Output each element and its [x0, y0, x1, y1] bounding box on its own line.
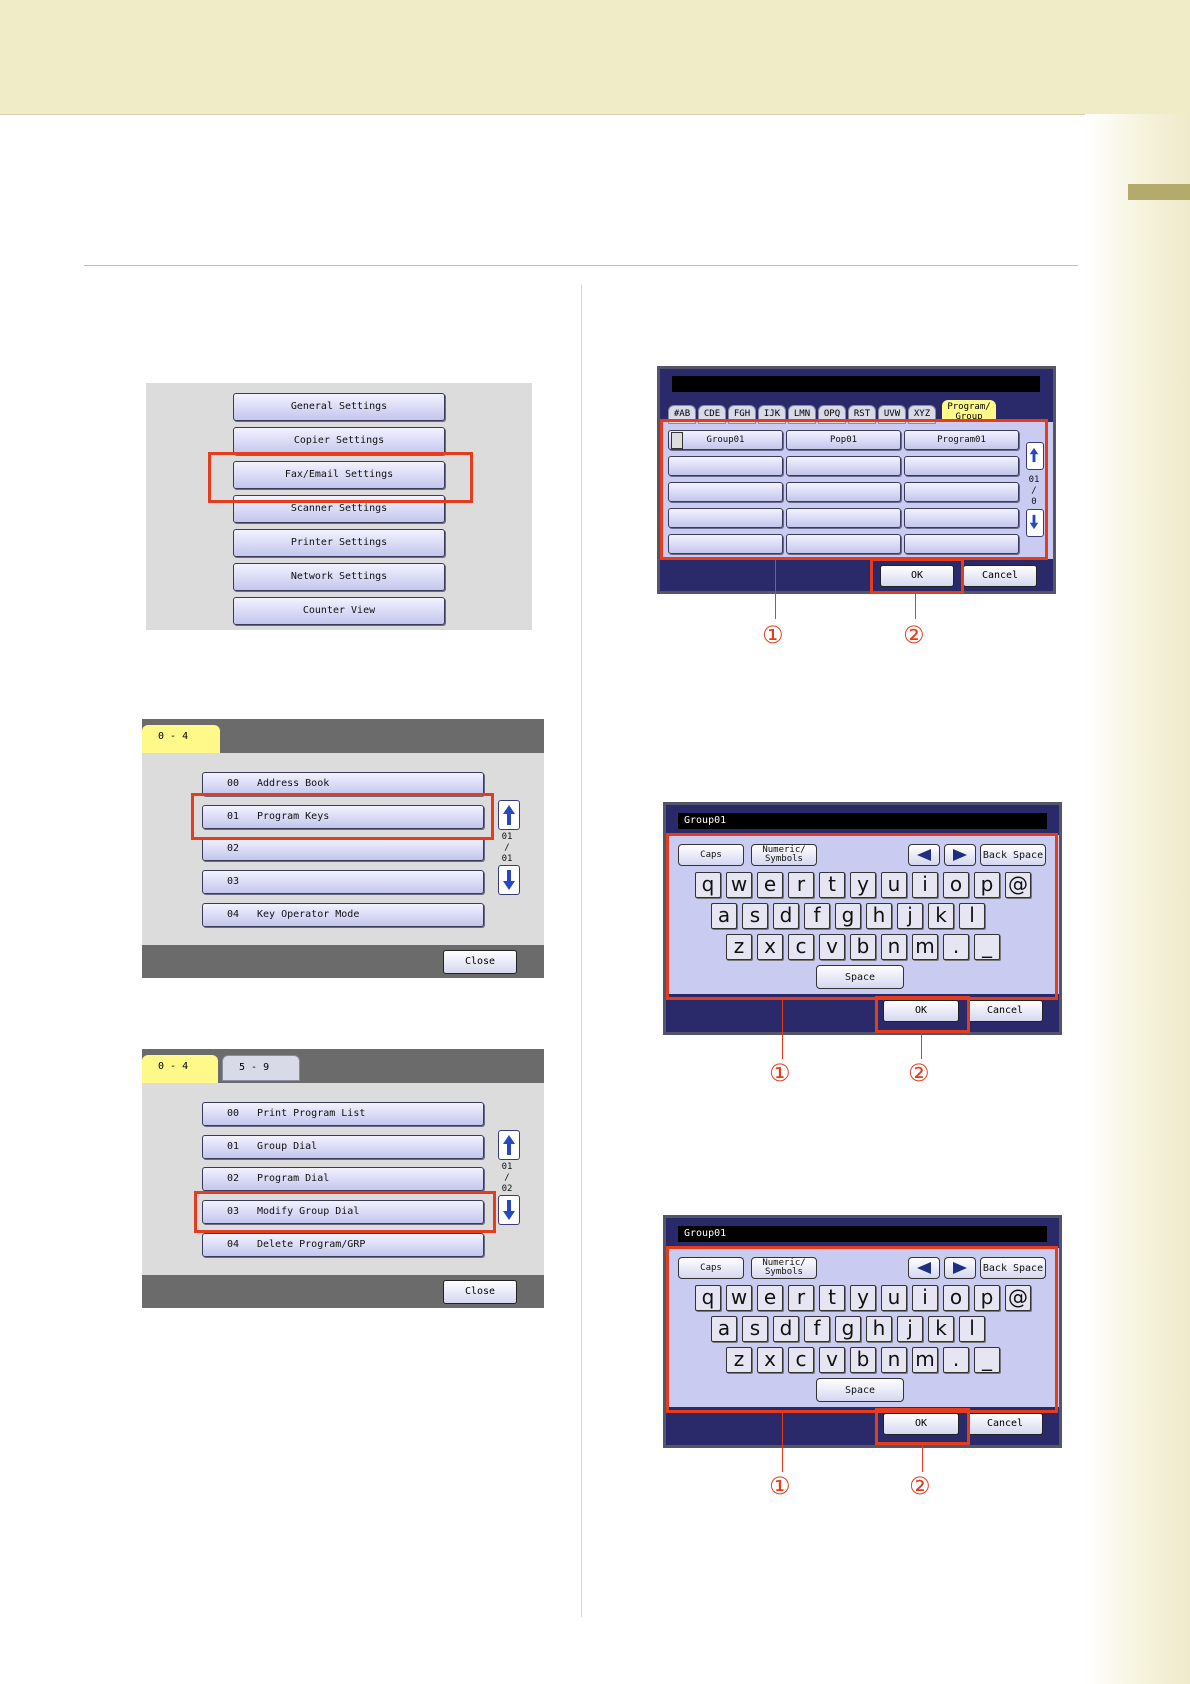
group-button-program01[interactable]: Program01 — [904, 430, 1019, 450]
item-label: Delete Program/GRP — [257, 1239, 366, 1250]
group-button-pop01[interactable]: Pop01 — [786, 430, 901, 450]
cancel-button[interactable]: Cancel — [967, 1413, 1043, 1435]
caps-button[interactable]: Caps — [678, 844, 744, 866]
tab-0-4[interactable]: 0 - 4 — [142, 1055, 218, 1083]
arrow-down-icon — [502, 1199, 516, 1221]
key-s[interactable]: s — [742, 1316, 768, 1342]
arrow-down-icon — [502, 869, 516, 891]
item-number: 04 — [227, 909, 240, 920]
callout-2: ② — [903, 621, 925, 649]
key-j[interactable]: j — [897, 903, 923, 929]
page-total: 01 — [501, 854, 513, 864]
item-label: Program Dial — [257, 1173, 330, 1184]
program-menu-screen — [142, 1049, 544, 1308]
key-g[interactable]: g — [835, 1316, 861, 1342]
key-u[interactable]: u — [881, 1285, 907, 1311]
key-t[interactable]: t — [819, 1285, 845, 1311]
callout-1: ① — [769, 1059, 791, 1087]
settings-menu-screen — [146, 383, 532, 630]
caps-button[interactable]: Caps — [678, 1257, 744, 1279]
page-counter — [495, 1162, 519, 1195]
numeric-symbols-button[interactable]: Numeric/ Symbols — [751, 1257, 817, 1279]
header-rule — [84, 265, 1078, 266]
key-y[interactable]: y — [850, 1285, 876, 1311]
arrow-up-icon — [502, 1134, 516, 1156]
item-label: Print Program List — [257, 1108, 366, 1119]
close-button[interactable]: Close — [443, 1280, 517, 1304]
numeric-symbols-button[interactable]: Numeric/ Symbols — [751, 844, 817, 866]
tab-ab[interactable]: #AB — [668, 405, 696, 424]
page-counter — [495, 832, 519, 865]
ok-highlight-2 — [875, 1408, 970, 1445]
page-current: 01 — [501, 832, 513, 842]
key-z[interactable]: z — [726, 934, 752, 960]
key-n[interactable]: n — [881, 1347, 907, 1373]
tab-0-4[interactable]: 0 - 4 — [142, 725, 220, 753]
key-i[interactable]: i — [912, 1285, 938, 1311]
key-w[interactable]: w — [726, 872, 752, 898]
tab-5-9[interactable]: 5 - 9 — [222, 1055, 300, 1081]
tab-rst[interactable]: RST — [848, 405, 876, 424]
entry-field — [672, 376, 1040, 392]
page-separator: / — [1031, 486, 1037, 496]
counter-view-button[interactable]: Counter View — [233, 597, 445, 625]
callout-line-1 — [782, 1410, 783, 1472]
key-r[interactable]: r — [788, 872, 814, 898]
key-d[interactable]: d — [773, 1316, 799, 1342]
ok-highlight — [870, 558, 964, 594]
network-settings-button[interactable]: Network Settings — [233, 563, 445, 591]
key-v[interactable]: v — [819, 934, 845, 960]
ok-button[interactable]: OK — [883, 1413, 959, 1435]
key-underscore[interactable]: _ — [974, 1347, 1000, 1373]
key-r[interactable]: r — [788, 1285, 814, 1311]
item-number: 03 — [227, 876, 240, 887]
item-number: 00 — [227, 1108, 240, 1119]
scroll-up-button[interactable] — [498, 800, 520, 830]
key-underscore[interactable]: _ — [974, 934, 1000, 960]
key-d[interactable]: d — [773, 903, 799, 929]
key-g[interactable]: g — [835, 903, 861, 929]
menu-item-00[interactable] — [202, 1102, 484, 1126]
key-operator-screen — [142, 719, 544, 978]
ok-button[interactable]: OK — [883, 1000, 959, 1022]
key-a[interactable]: a — [711, 903, 737, 929]
callout-line-2 — [922, 1443, 923, 1472]
key-x[interactable]: x — [757, 934, 783, 960]
page-current: 01 — [1028, 475, 1040, 485]
page-separator: / — [504, 843, 510, 853]
key-m[interactable]: m — [912, 934, 938, 960]
key-h[interactable]: h — [866, 903, 892, 929]
scanner-settings-button[interactable]: Scanner Settings — [233, 495, 445, 523]
backspace-button[interactable]: Back Space — [980, 1257, 1046, 1279]
key-j[interactable]: j — [897, 1316, 923, 1342]
key-p[interactable]: p — [974, 1285, 1000, 1311]
ok-button[interactable]: OK — [880, 565, 954, 587]
fax-email-settings-button[interactable]: Fax/Email Settings — [233, 461, 445, 489]
fax-email-highlight — [208, 452, 473, 503]
text-entry-field[interactable]: Group01 — [678, 1226, 1047, 1242]
key-at[interactable]: @ — [1005, 872, 1031, 898]
key-h[interactable]: h — [866, 1316, 892, 1342]
key-v[interactable]: v — [819, 1347, 845, 1373]
item-number: 02 — [227, 843, 240, 854]
key-z[interactable]: z — [726, 1347, 752, 1373]
tab-xyz[interactable]: XYZ — [908, 405, 936, 424]
scroll-down-button[interactable] — [498, 1195, 520, 1225]
printer-settings-button[interactable]: Printer Settings — [233, 529, 445, 557]
callout-line-1 — [775, 557, 776, 619]
callout-line-2 — [921, 1030, 922, 1059]
general-settings-button[interactable]: General Settings — [233, 393, 445, 421]
tab-cde[interactable]: CDE — [698, 405, 726, 424]
item-label: Key Operator Mode — [257, 909, 360, 920]
item-label: Program Keys — [257, 811, 330, 822]
key-l[interactable]: l — [959, 1316, 985, 1342]
chapter-tab — [1128, 184, 1190, 200]
key-p[interactable]: p — [974, 872, 1000, 898]
space-button[interactable]: Space — [816, 1378, 904, 1402]
key-e[interactable]: e — [757, 872, 783, 898]
key-i[interactable]: i — [912, 872, 938, 898]
keyboard-highlight-1 — [666, 833, 1058, 1000]
callout-line-1 — [782, 997, 783, 1059]
key-w[interactable]: w — [726, 1285, 752, 1311]
callout-line-2 — [915, 591, 916, 619]
item-number: 03 — [227, 1206, 240, 1217]
item-number: 04 — [227, 1239, 240, 1250]
menu-item-01[interactable] — [202, 1135, 484, 1159]
menu-item-03[interactable] — [202, 870, 484, 894]
page-current: 01 — [501, 1162, 513, 1172]
tab-opq[interactable]: OPQ — [818, 405, 846, 424]
key-u[interactable]: u — [881, 872, 907, 898]
item-label: Address Book — [257, 778, 330, 789]
column-divider — [581, 285, 582, 1617]
group-label: Group01 — [706, 435, 745, 445]
page-total: 02 — [501, 1184, 513, 1194]
page-separator: / — [504, 1173, 510, 1183]
item-number: 00 — [227, 778, 240, 789]
item-label: Group Dial — [257, 1141, 318, 1152]
cancel-button[interactable]: Cancel — [967, 1000, 1043, 1022]
arrow-up-icon — [502, 804, 516, 826]
key-b[interactable]: b — [850, 1347, 876, 1373]
key-f[interactable]: f — [804, 1316, 830, 1342]
side-band — [1085, 114, 1190, 1684]
page-total: 0 — [1031, 497, 1037, 507]
key-o[interactable]: o — [943, 872, 969, 898]
key-c[interactable]: c — [788, 934, 814, 960]
key-t[interactable]: t — [819, 872, 845, 898]
menu-item-04[interactable] — [202, 903, 484, 927]
key-k[interactable]: k — [928, 903, 954, 929]
text-entry-field[interactable]: Group01 — [678, 813, 1047, 829]
menu-item-02[interactable] — [202, 837, 484, 861]
ok-highlight-1 — [875, 996, 970, 1033]
tab-ijk[interactable]: IJK — [758, 405, 786, 424]
space-button[interactable]: Space — [816, 965, 904, 989]
key-period[interactable]: . — [943, 1347, 969, 1373]
callout-1: ① — [769, 1472, 791, 1500]
modify-group-dial-highlight — [194, 1191, 496, 1233]
key-x[interactable]: x — [757, 1347, 783, 1373]
tab-fgh[interactable]: FGH — [728, 405, 756, 424]
menu-item-02[interactable] — [202, 1167, 484, 1191]
item-label: Modify Group Dial — [257, 1206, 360, 1217]
tab-program-group[interactable]: Program/ Group — [942, 400, 996, 422]
key-q[interactable]: q — [695, 1285, 721, 1311]
key-period[interactable]: . — [943, 934, 969, 960]
item-number: 02 — [227, 1173, 240, 1184]
item-number: 01 — [227, 811, 240, 822]
key-n[interactable]: n — [881, 934, 907, 960]
key-l[interactable]: l — [959, 903, 985, 929]
page-header-band — [0, 0, 1190, 115]
key-s[interactable]: s — [742, 903, 768, 929]
copier-settings-button[interactable]: Copier Settings — [233, 427, 445, 455]
group-grid-highlight — [660, 419, 1048, 560]
key-f[interactable]: f — [804, 903, 830, 929]
keyboard-highlight-2 — [666, 1246, 1058, 1413]
callout-2: ② — [909, 1472, 931, 1500]
key-e[interactable]: e — [757, 1285, 783, 1311]
backspace-button[interactable]: Back Space — [980, 844, 1046, 866]
tab-uvw[interactable]: UVW — [878, 405, 906, 424]
key-c[interactable]: c — [788, 1347, 814, 1373]
program-keys-highlight — [191, 793, 494, 840]
scroll-up-button[interactable] — [498, 1130, 520, 1160]
scroll-down-button[interactable] — [498, 865, 520, 895]
key-at[interactable]: @ — [1005, 1285, 1031, 1311]
key-a[interactable]: a — [711, 1316, 737, 1342]
item-number: 01 — [227, 1141, 240, 1152]
key-b[interactable]: b — [850, 934, 876, 960]
key-y[interactable]: y — [850, 872, 876, 898]
tab-lmn[interactable]: LMN — [788, 405, 816, 424]
key-o[interactable]: o — [943, 1285, 969, 1311]
key-q[interactable]: q — [695, 872, 721, 898]
menu-item-04[interactable] — [202, 1233, 484, 1257]
callout-2: ② — [908, 1059, 930, 1087]
close-button[interactable]: Close — [443, 950, 517, 974]
callout-1: ① — [762, 621, 784, 649]
cancel-button[interactable]: Cancel — [963, 565, 1037, 587]
key-k[interactable]: k — [928, 1316, 954, 1342]
key-m[interactable]: m — [912, 1347, 938, 1373]
